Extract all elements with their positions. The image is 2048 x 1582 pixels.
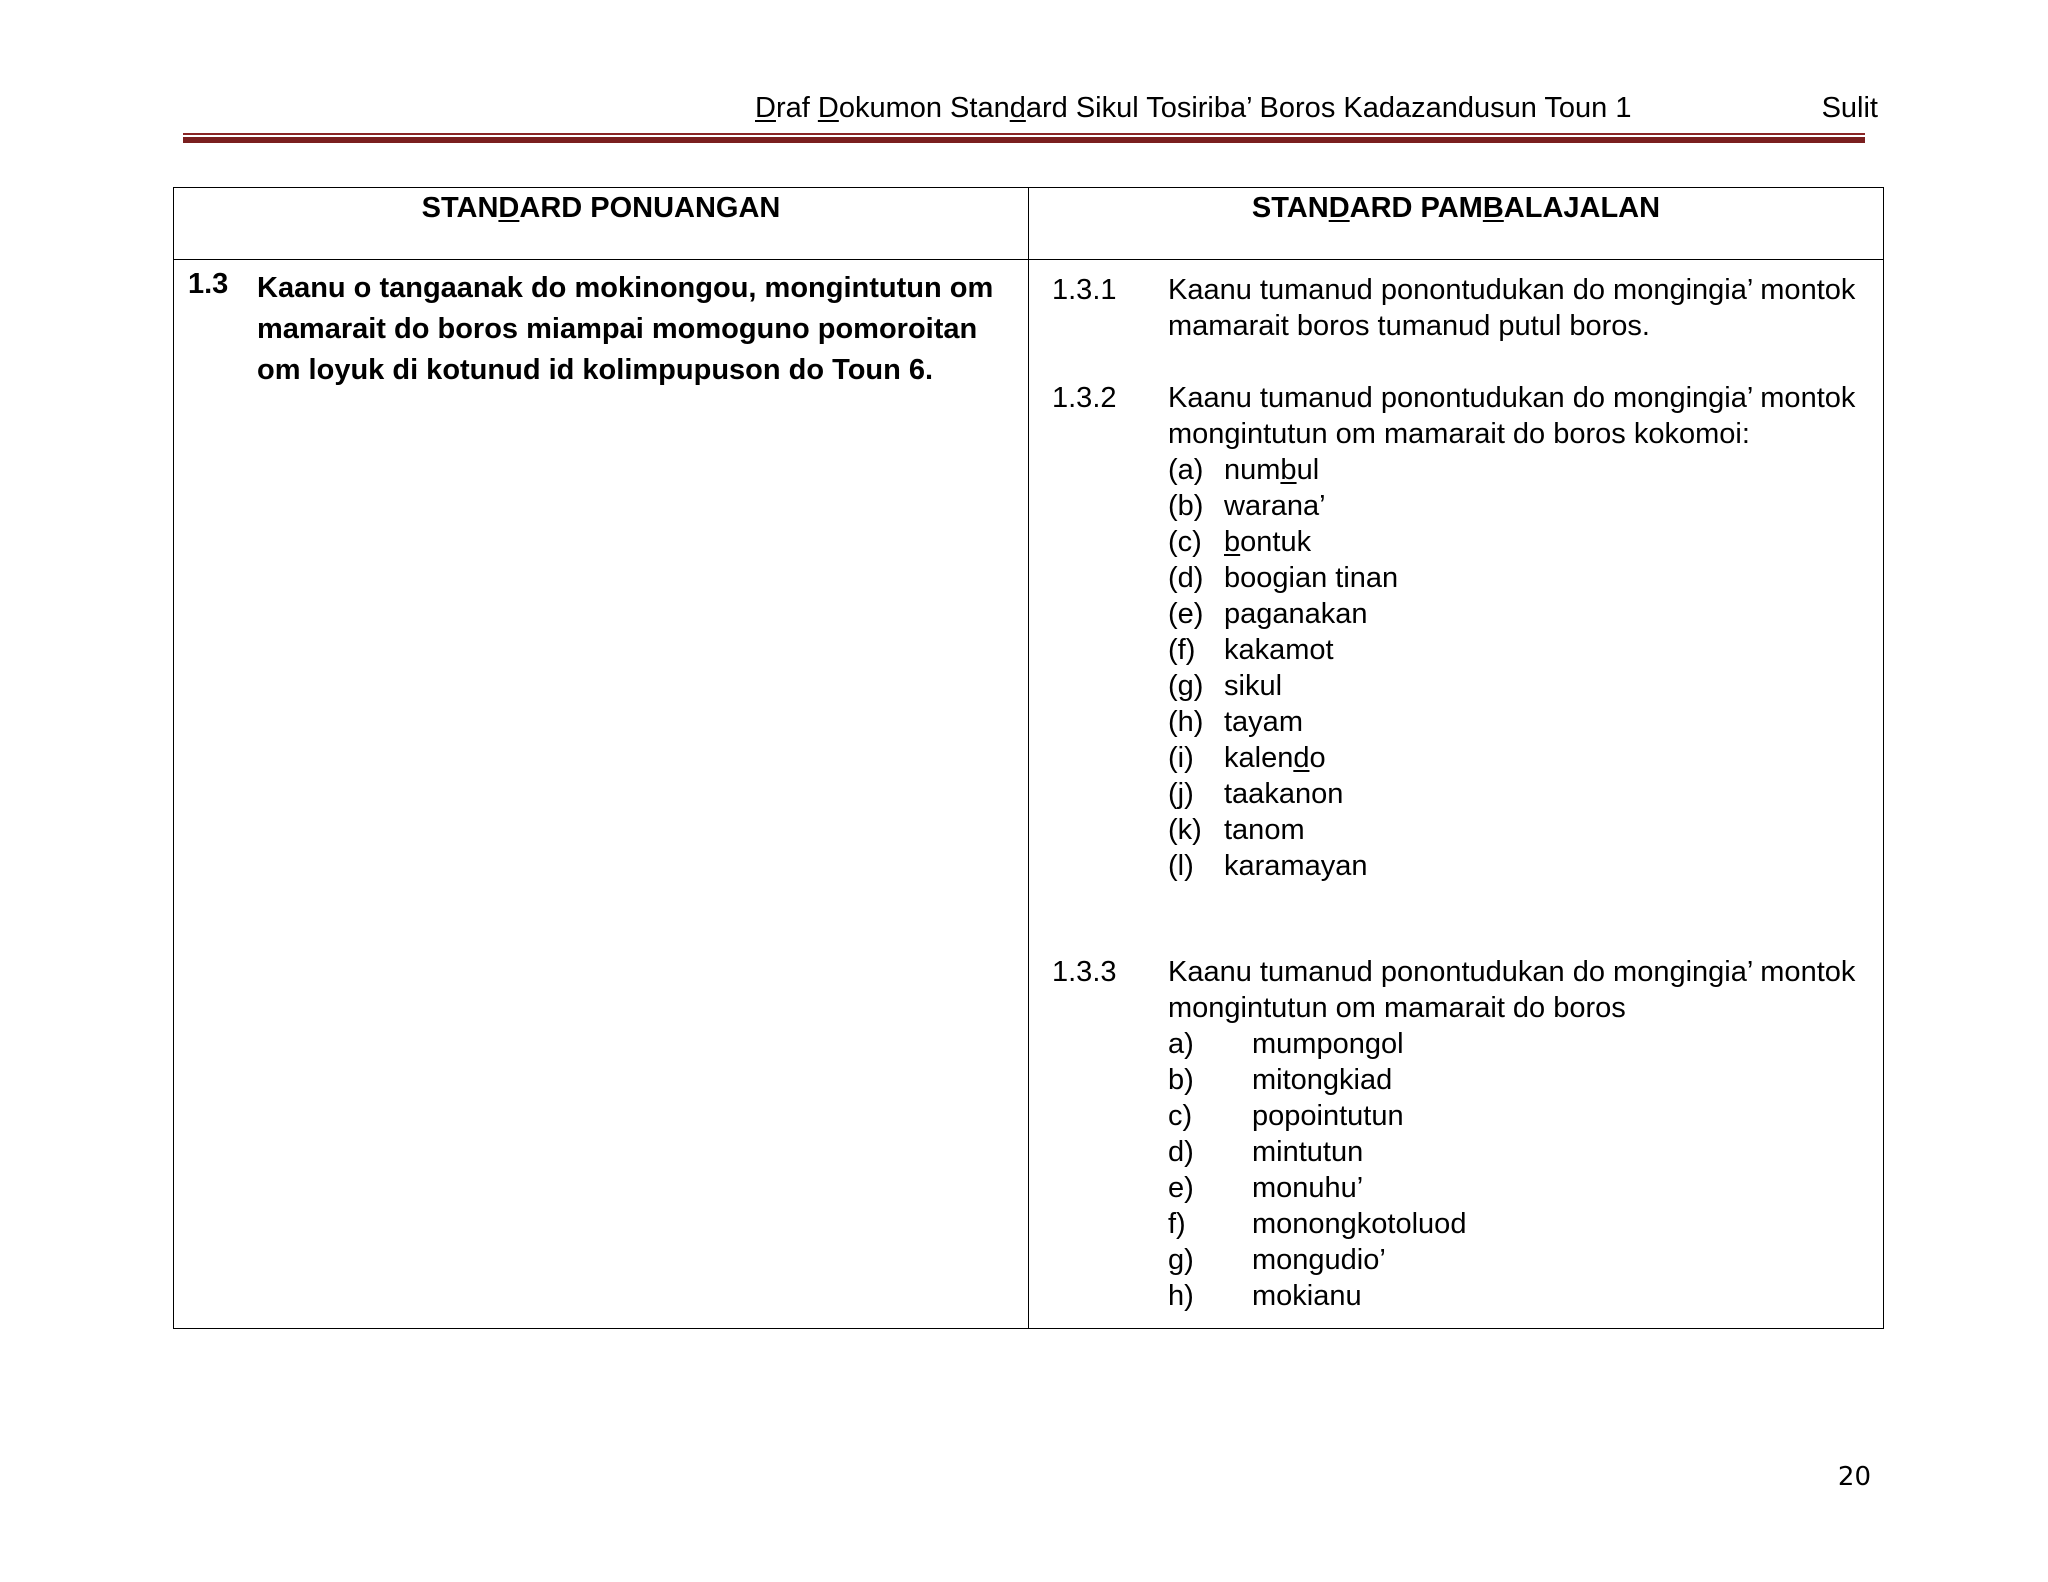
list-item-label: (a): [1168, 454, 1204, 486]
list-item-text: ul: [1296, 454, 1320, 486]
header-underlined-letter: D: [498, 192, 520, 224]
learning-standard-body: [1168, 380, 1868, 884]
list-item-label: (b): [1168, 490, 1204, 522]
list-item-text: kakamot: [1224, 634, 1334, 666]
list-item-text: num: [1224, 454, 1281, 486]
learning-standard-text: Kaanu tumanud ponontudukan do mongingia’ montok mongintutun om mamarait do boros: [1168, 956, 1856, 1024]
list-item-underlined-letter: b: [1224, 526, 1241, 558]
list-item-label: c): [1168, 1100, 1193, 1132]
list-item-label: a): [1168, 1028, 1194, 1060]
list-item-text: tayam: [1224, 706, 1303, 738]
classification-label: Sulit: [1821, 92, 1878, 124]
list-item-label: b): [1168, 1064, 1194, 1096]
learning-standard-text: Kaanu tumanud ponontudukan do mongingia’ montok mongintutun om mamarait do boros kokomoi:: [1168, 382, 1856, 450]
list-item-label: (j): [1168, 778, 1194, 810]
list-item-text: o: [1309, 742, 1326, 774]
list-item-underlined-letter: b: [1280, 454, 1297, 486]
header-underlined-letter: B: [1482, 192, 1504, 224]
header-underlined-d: D: [817, 92, 839, 124]
topic-list: [1168, 452, 1868, 884]
verb-list: [1168, 1026, 1868, 1314]
list-item-text: ontuk: [1240, 526, 1312, 558]
list-item-text: monongkotoluod: [1252, 1208, 1467, 1240]
list-item-text: paganakan: [1224, 598, 1368, 630]
list-item: [1168, 596, 1868, 632]
learning-standard-code: 1.3.2: [1052, 382, 1117, 414]
content-standard-number: 1.3: [188, 268, 229, 300]
list-item-label: e): [1168, 1172, 1194, 1204]
list-item-text: karamayan: [1224, 850, 1368, 882]
list-item-label: (k): [1168, 814, 1202, 846]
list-item-label: (d): [1168, 562, 1204, 594]
table-row: [174, 260, 1884, 1329]
standards-table: [173, 187, 1884, 1329]
header-part: ALAJALAN: [1503, 192, 1661, 224]
learning-standard-body: [1168, 954, 1868, 1314]
header-rule-thick: [183, 137, 1865, 143]
list-item: [1168, 1026, 1868, 1062]
header-text-part: raf: [775, 92, 818, 124]
list-item-text: warana’: [1224, 490, 1326, 522]
list-item-text: mintutun: [1252, 1136, 1364, 1168]
header-part: STAN: [1251, 192, 1329, 224]
list-item-text: mumpongol: [1252, 1028, 1404, 1060]
list-item-text: boogian tinan: [1224, 562, 1399, 594]
page-number: 20: [1837, 1462, 1871, 1492]
list-item-text: mokianu: [1252, 1280, 1362, 1312]
header-underlined-letter: D: [1328, 192, 1350, 224]
list-item: [1168, 524, 1868, 560]
header-rule: [183, 133, 1865, 135]
list-item-text: kalen: [1224, 742, 1294, 774]
list-item-text: mongudio’: [1252, 1244, 1386, 1276]
list-item-label: (h): [1168, 706, 1204, 738]
learning-standards-cell: [1029, 260, 1884, 1329]
header-text-part: ard Sikul Tosiriba’ Boros Kadazandusun Toun 1: [1025, 92, 1632, 124]
list-item: [1168, 848, 1868, 884]
list-item-underlined-letter: d: [1293, 742, 1310, 774]
list-item: [1168, 488, 1868, 524]
list-item: [1168, 1062, 1868, 1098]
list-item-text: popointutun: [1252, 1100, 1404, 1132]
list-item: [1168, 704, 1868, 740]
list-item: [1168, 1098, 1868, 1134]
list-item-text: mitongkiad: [1252, 1064, 1393, 1096]
list-item: [1168, 1206, 1868, 1242]
header-part: ARD PAM: [1349, 192, 1483, 224]
list-item: [1168, 1170, 1868, 1206]
header-underlined-d: d: [1009, 92, 1026, 124]
content-standard-header: [174, 188, 1029, 260]
list-item-text: monuhu’: [1252, 1172, 1364, 1204]
list-item: [1168, 740, 1868, 776]
list-item-label: h): [1168, 1280, 1194, 1312]
list-item: [1168, 452, 1868, 488]
list-item: [1168, 560, 1868, 596]
list-item: [1168, 1134, 1868, 1170]
content-standard-text: Kaanu o tangaanak do mokinongou, mongintutun om mamarait do boros miampai momoguno pomoroitan om loyuk di kotunud id kolimpupuson do Toun 6.: [257, 272, 994, 386]
list-item-label: (l): [1168, 850, 1194, 882]
learning-standard-text: Kaanu tumanud ponontudukan do mongingia’ montok mamarait boros tumanud putul boros.: [1168, 274, 1856, 342]
header-part: STAN: [421, 192, 499, 224]
list-item: [1168, 1278, 1868, 1314]
header-text-part: okumon Stan: [838, 92, 1010, 124]
list-item-text: sikul: [1224, 670, 1283, 702]
list-item-label: (i): [1168, 742, 1194, 774]
table-header-row: [174, 188, 1884, 260]
document-header-title: [755, 92, 1631, 125]
list-item: [1168, 812, 1868, 848]
list-item-label: (g): [1168, 670, 1204, 702]
learning-standard-header: [1029, 188, 1884, 260]
list-item-text: tanom: [1224, 814, 1305, 846]
learning-standard-code: 1.3.1: [1052, 274, 1117, 306]
header-underlined-d: D: [755, 92, 776, 124]
list-item-text: taakanon: [1224, 778, 1344, 810]
learning-standard-code: 1.3.3: [1052, 956, 1117, 988]
list-item-label: g): [1168, 1244, 1194, 1276]
list-item: [1168, 776, 1868, 812]
list-item-label: (f): [1168, 634, 1196, 666]
list-item-label: (c): [1168, 526, 1202, 558]
list-item-label: d): [1168, 1136, 1194, 1168]
list-item: [1168, 632, 1868, 668]
list-item-label: f): [1168, 1208, 1186, 1240]
content-standard-cell: [174, 260, 1029, 1329]
list-item: [1168, 668, 1868, 704]
list-item: [1168, 1242, 1868, 1278]
list-item-label: (e): [1168, 598, 1204, 630]
header-part: ARD PONUANGAN: [519, 192, 781, 224]
